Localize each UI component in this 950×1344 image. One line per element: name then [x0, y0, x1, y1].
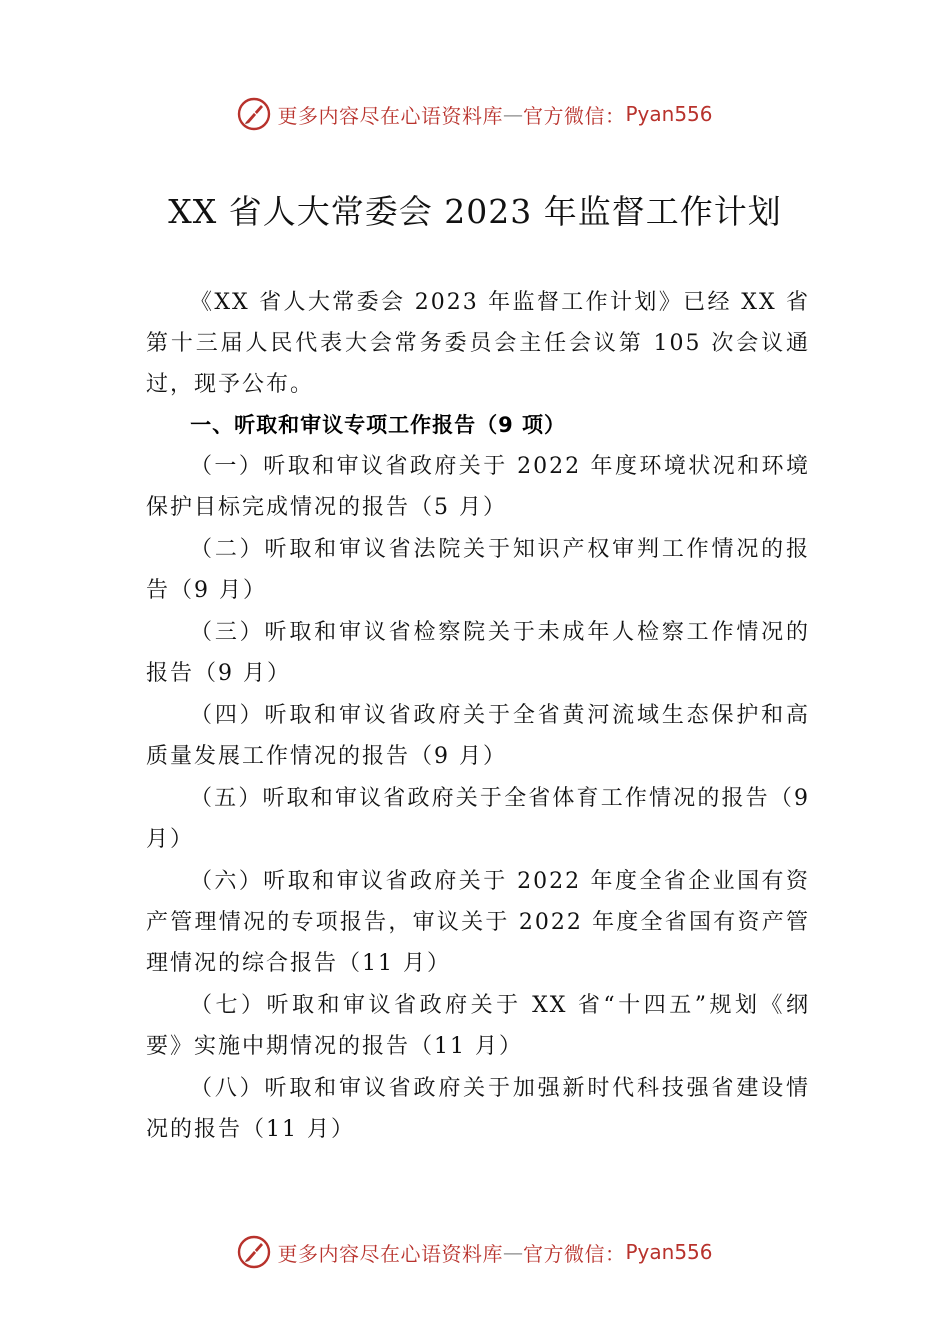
footer-banner	[0, 1232, 950, 1272]
banner-wechat-account: Pyan556	[625, 1240, 713, 1264]
list-item: （五）听取和审议省政府关于全省体育工作情况的报告（9 月）	[146, 786, 810, 852]
banner-slogan: 更多内容尽在心语资料库	[277, 1241, 503, 1266]
list-item: （二）听取和审议省法院关于知识产权审判工作情况的报告（9 月）	[146, 537, 810, 603]
list-item: （四）听取和审议省政府关于全省黄河流域生态保护和高质量发展工作情况的报告（9 月）	[146, 703, 810, 769]
banner-slogan: 更多内容尽在心语资料库	[277, 103, 503, 128]
document-body	[146, 282, 810, 1151]
banner-wechat-account: Pyan556	[625, 102, 713, 126]
list-item: （一）听取和审议省政府关于 2022 年度环境状况和环境保护目标完成情况的报告（5 月）	[146, 454, 810, 520]
banner-dash: —	[502, 1240, 523, 1264]
list-item: （七）听取和审议省政府关于 XX 省“十四五”规划《纲要》实施中期情况的报告（11 月）	[146, 993, 810, 1059]
banner-dash: —	[502, 102, 523, 126]
section-heading: 一、听取和审议专项工作报告（9 项）	[190, 413, 567, 437]
document-title: XX 省人大常委会 2023 年监督工作计划	[168, 192, 782, 231]
list-item: （三）听取和审议省检察院关于未成年人检察工作情况的报告（9 月）	[146, 620, 810, 686]
list-item: （八）听取和审议省政府关于加强新时代科技强省建设情况的报告（11 月）	[146, 1076, 810, 1142]
list-item: （六）听取和审议省政府关于 2022 年度全省企业国有资产管理情况的专项报告，审议关于 2022 年度全省国有资产管理情况的综合报告（11 月）	[146, 869, 810, 976]
intro-paragraph: 《XX 省人大常委会 2023 年监督工作计划》已经 XX 省第十三届人民代表大会常务委员会主任会议第 105 次会议通过，现予公布。	[146, 290, 810, 397]
quill-pen-logo-icon	[237, 97, 271, 131]
quill-pen-logo-icon	[237, 1235, 271, 1269]
banner-wechat-label: 官方微信：	[522, 1241, 626, 1266]
banner-wechat-label: 官方微信：	[522, 103, 626, 128]
header-banner	[0, 94, 950, 134]
